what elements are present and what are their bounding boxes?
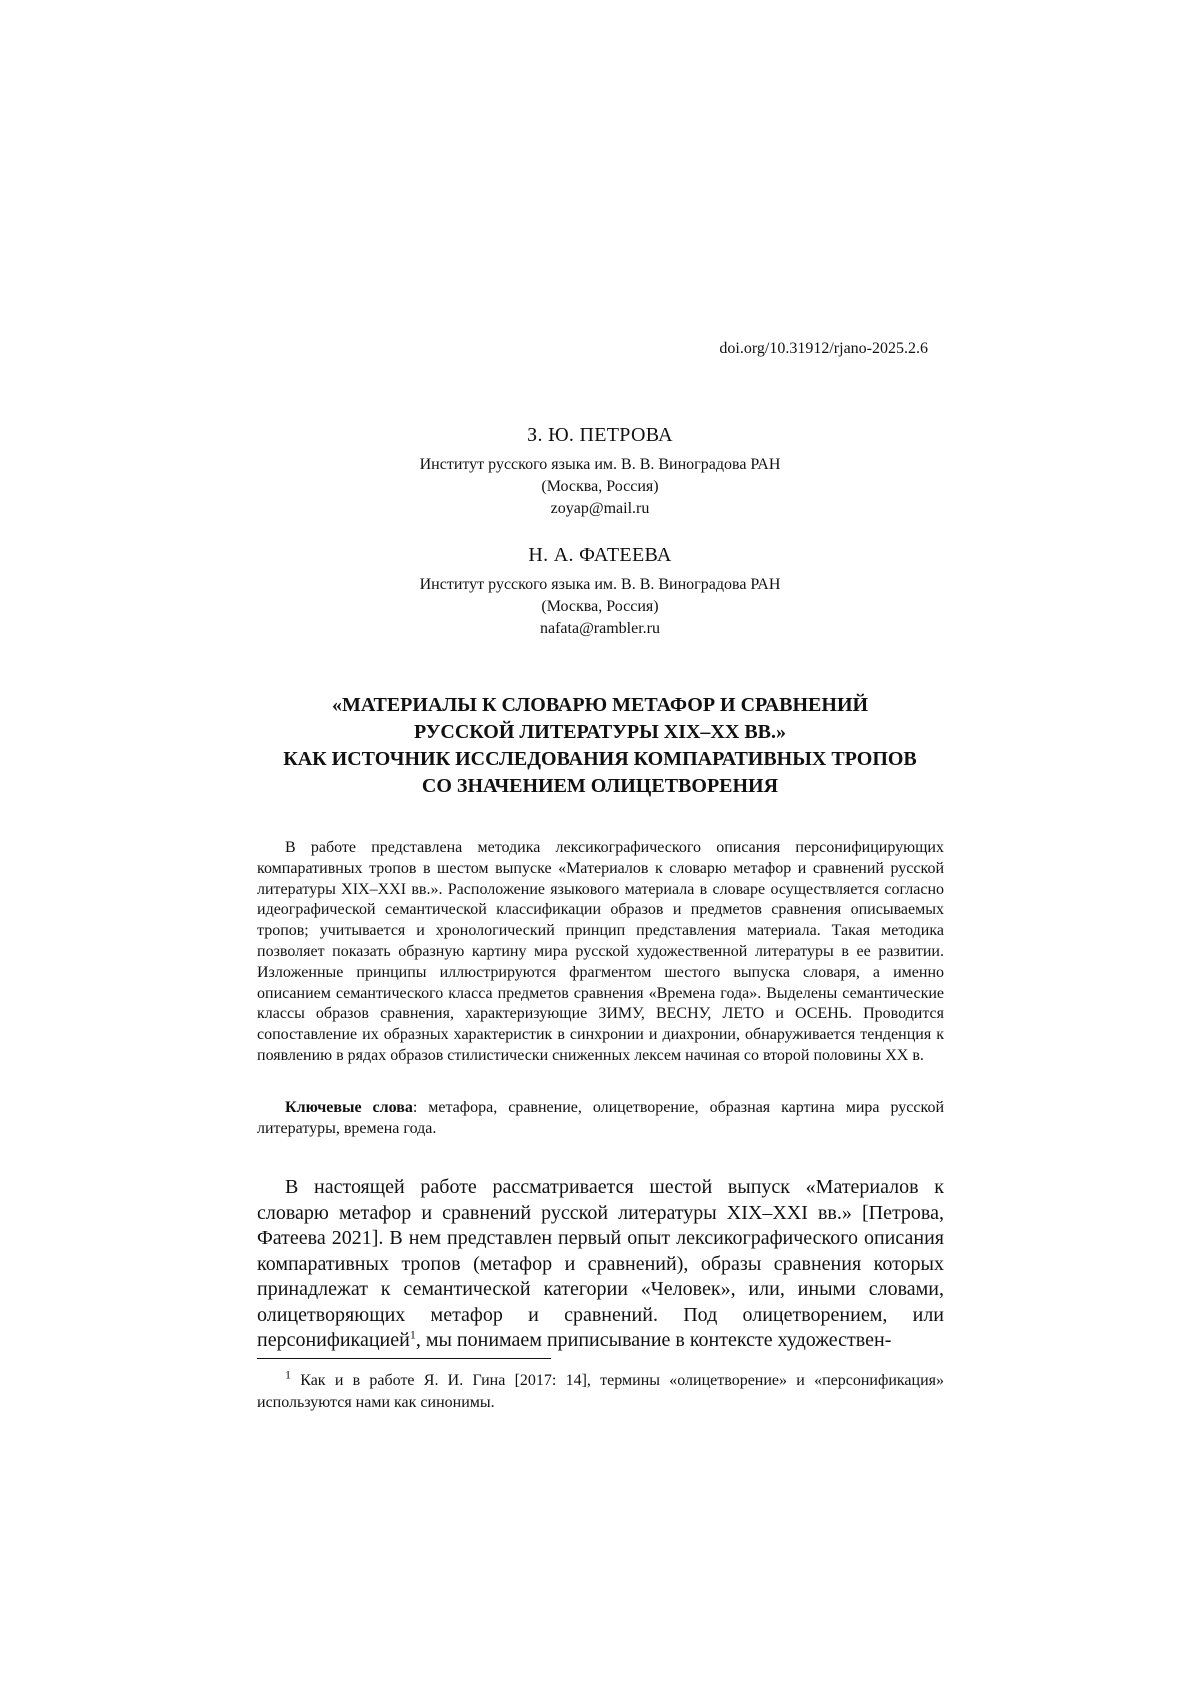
body-text [257, 1175, 944, 1354]
title-line: КАК ИСТОЧНИК ИССЛЕДОВАНИЯ КОМПАРАТИВНЫХ ТРОПОВ [283, 748, 917, 770]
body-text-part: В настоящей работе рассматривается шестой выпуск «Материалов к словарю метафор и сравнений русской литературы XIX–XXI вв.» [Петрова, Фатеева 2021]. В нем представлен первый опыт лексикографического описания компаративных тропов (метафор и сравнений), образы сравнения которых принадлежат к семантической категории «Человек», или, иными словами, олицетворяющих метафор и сравнений. Под олицетворением, или персонификацией [257, 1176, 944, 1351]
author-email[interactable]: zoyap@mail.ru [550, 500, 650, 517]
author-name: Н. А. ФАТЕЕВА [528, 544, 672, 566]
body-text-part: , мы понимаем приписывание в контексте художествен- [415, 1329, 892, 1351]
doi-link[interactable]: doi.org/10.31912/rjano-2025.2.6 [719, 340, 928, 357]
author-affiliation: Институт русского языка им. В. В. Виноградова РАН [419, 576, 781, 593]
keywords [257, 1097, 944, 1139]
footnote-text: Как и в работе Я. И. Гина [2017: 14], термины «олицетворение» и «персонификация» используются нами как синонимы. [257, 1372, 944, 1411]
footnote-ref[interactable]: 1 [409, 1327, 416, 1342]
keywords-label: Ключевые слова [285, 1099, 413, 1116]
author-location: (Москва, Россия) [541, 478, 659, 495]
keywords-text: : метафора, сравнение, олицетворение, образная картина мира русской литературы, времена года. [257, 1099, 944, 1137]
author-location: (Москва, Россия) [541, 598, 659, 615]
author-affiliation: Институт русского языка им. В. В. Виноградова РАН [419, 456, 781, 473]
title-line: «МАТЕРИАЛЫ К СЛОВАРЮ МЕТАФОР И СРАВНЕНИЙ [331, 694, 869, 716]
article-title [0, 692, 1200, 800]
footnote-marker: 1 [285, 1367, 291, 1382]
title-line: РУССКОЙ ЛИТЕРАТУРЫ XIX–XX ВВ.» [414, 721, 786, 743]
body-paragraph [257, 1175, 944, 1354]
title-line: СО ЗНАЧЕНИЕМ ОЛИЦЕТВОРЕНИЯ [421, 775, 779, 797]
author-email[interactable]: nafata@rambler.ru [539, 620, 660, 637]
abstract [257, 838, 944, 1067]
abstract-text: В работе представлена методика лексикографического описания персонифицирующих компаративных тропов в шестом выпуске «Материалов к словарю метафор и сравнений русской литературы XIX–XXI вв.». Расположение языкового материала в словаре осуществляется согласно идеографической семантической классификации образов и предметов сравнения описываемых тропов; учитывается и хронологический принцип представления материала. Такая методика позволяет показать образную картину мира русской художественной литературы в ее развитии. Изложенные принципы иллюстрируются фрагментом шестого выпуска словаря, а именно описанием семантического класса предметов сравнения «Времена года». Выделены семантические классы образов сравнения, характеризующие ЗИМУ, ВЕСНУ, ЛЕТО и ОСЕНЬ. Проводится сопоставление их образных характеристик в синхронии и диахронии, обнаруживается тенденция к появлению в рядах образов стилистически сниженных лексем начиная со второй половины XX в. [257, 839, 944, 1064]
author-name: З. Ю. ПЕТРОВА [527, 424, 673, 446]
footnote-divider [257, 1358, 551, 1359]
author-block-2 [0, 544, 1200, 640]
author-block-1 [0, 424, 1200, 520]
footnote [257, 1367, 944, 1414]
